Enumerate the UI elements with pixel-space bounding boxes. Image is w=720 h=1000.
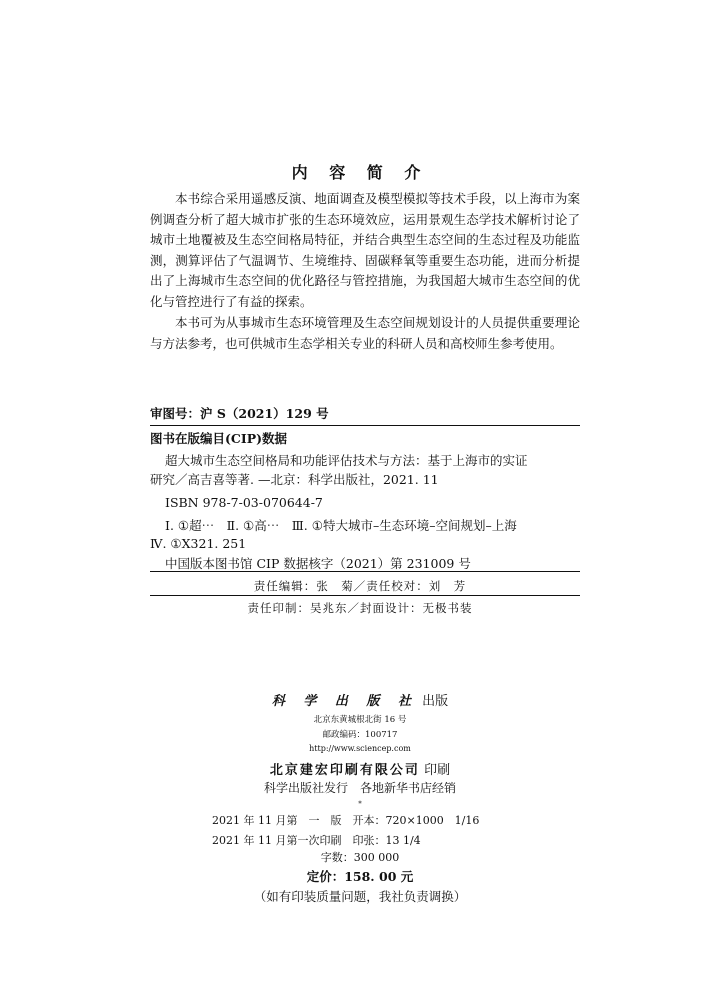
printer-line — [0, 759, 720, 778]
summary-paragraph-1: 本书综合采用遥感反演、地面调查及模型模拟等技术手段，以上海市为案例调查分析了超大城市扩张的生态环境效应，运用景观生态学技术解析讨论了城市土地覆被及生态空间格局特征，并结合典型生态空间的生态过程及功能监测，测算评估了气温调节、生境维持、固碳释氧等重要生态功能，进而分析提出了上海城市生态空间的优化路径与管控措施，为我国超大城市生态空间的优化与管控进行了有益的探索。 — [150, 191, 580, 309]
separator-star: * — [358, 800, 362, 808]
cip-subjects-line-1: Ⅰ. ①超⋯ Ⅱ. ①高⋯ Ⅲ. ①特大城市–生态环境–空间规划–上海 — [165, 518, 517, 533]
publisher-name: 科 学 出 版 社 — [271, 694, 418, 709]
cip-top-rule — [150, 425, 580, 426]
publisher-address: 北京东黄城根北街 16 号 — [313, 715, 407, 725]
publisher-website: http://www.sciencep.com — [309, 744, 411, 753]
cip-isbn: ISBN 978-7-03-070644-7 — [165, 495, 323, 510]
cip-subjects-line-2: Ⅳ. ①X321. 251 — [150, 536, 247, 551]
staff-line-1: 责任编辑：张 菊／责任校对：刘 芳 — [253, 579, 467, 593]
cip-title-line-2: 研究／高吉喜等著. —北京：科学出版社，2021. 11 — [150, 472, 439, 487]
price: 定价：158. 00 元 — [306, 869, 414, 884]
printer-name: 北京建宏印刷有限公司 — [269, 763, 420, 778]
edition-line-1: 2021 年 11 月第 一 版 开本：720×1000 1/16 — [212, 814, 480, 827]
edition-line-2: 2021 年 11 月第一次印刷 印张：13 1/4 — [212, 834, 421, 847]
distribution-line: 科学出版社发行 各地新华书店经销 — [263, 781, 456, 795]
printer-suffix: 印刷 — [424, 763, 451, 778]
map-approval-number: 审图号：沪 S（2021）129 号 — [150, 406, 329, 421]
word-count: 字数：300 000 — [320, 851, 400, 864]
quality-notice: （如有印装质量问题，我社负责调换） — [253, 889, 467, 904]
publisher-line — [0, 690, 720, 709]
publisher-suffix: 出版 — [422, 694, 449, 709]
cip-core-data: 中国版本图书馆 CIP 数据核字（2021）第 231009 号 — [165, 556, 471, 571]
publisher-zip: 邮政编码：100717 — [322, 730, 398, 740]
staff-rule — [150, 595, 580, 596]
cip-heading: 图书在版编目(CIP)数据 — [150, 431, 288, 446]
cip-bottom-rule — [150, 571, 580, 572]
staff-line-2: 责任印制：吴兆东／封面设计：无极书装 — [247, 601, 473, 615]
summary-title: 内 容 简 介 — [291, 163, 429, 182]
cip-title-line-1: 超大城市生态空间格局和功能评估技术与方法：基于上海市的实证 — [165, 453, 528, 468]
summary-paragraph-2: 本书可为从事城市生态环境管理及生态空间规划设计的人员提供重要理论与方法参考，也可供城市生态学相关专业的科研人员和高校师生参考使用。 — [150, 315, 580, 351]
